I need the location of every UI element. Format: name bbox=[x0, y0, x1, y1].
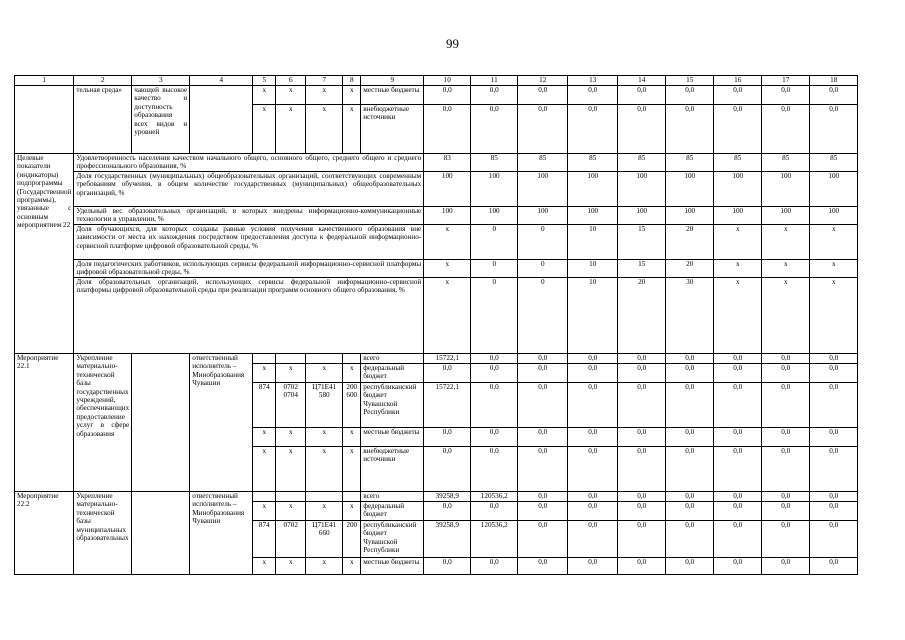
value-cell: 0,0 bbox=[810, 521, 858, 558]
value-cell: 0,0 bbox=[810, 383, 858, 428]
value-cell: 0,0 bbox=[518, 354, 568, 364]
table-cell: x bbox=[306, 428, 343, 447]
indicator-value: 85 bbox=[518, 154, 568, 172]
table-cell: 200 600 bbox=[343, 383, 361, 428]
indicator-value: 100 bbox=[618, 172, 666, 207]
indicator-row bbox=[15, 278, 858, 354]
value-cell: 0,0 bbox=[424, 447, 471, 492]
value-cell: 0,0 bbox=[810, 86, 858, 105]
value-cell: 0,0 bbox=[666, 354, 714, 364]
indicator-value: 0 bbox=[471, 260, 518, 278]
table-cell bbox=[306, 492, 343, 502]
indicator-value: x bbox=[810, 225, 858, 260]
value-cell: 0,0 bbox=[714, 428, 762, 447]
funding-source: федеральный бюджет bbox=[361, 502, 424, 521]
value-cell: 0,0 bbox=[762, 105, 810, 154]
column-number: 2 bbox=[74, 76, 132, 86]
column-number: 7 bbox=[306, 76, 343, 86]
indicator-value: 85 bbox=[666, 154, 714, 172]
value-cell: 0,0 bbox=[568, 492, 618, 502]
column-number: 14 bbox=[618, 76, 666, 86]
table-cell bbox=[276, 492, 306, 502]
indicator-value: x bbox=[762, 278, 810, 354]
column-number: 15 bbox=[666, 76, 714, 86]
value-cell: 0,0 bbox=[518, 447, 568, 492]
table-cell: x bbox=[276, 558, 306, 575]
value-cell: 0,0 bbox=[618, 105, 666, 154]
page-number: 99 bbox=[446, 36, 459, 51]
indicator-value: 100 bbox=[762, 172, 810, 207]
value-cell: 15722,1 bbox=[424, 354, 471, 364]
value-cell: 0,0 bbox=[568, 502, 618, 521]
value-cell: 0,0 bbox=[762, 558, 810, 575]
subprogram-name: тельная среда» bbox=[74, 86, 132, 154]
table-cell bbox=[253, 492, 276, 502]
indicator-row bbox=[15, 225, 858, 260]
measure-label: Мероприятие 22.1 bbox=[15, 354, 74, 492]
column-number: 6 bbox=[276, 76, 306, 86]
value-cell: 0,0 bbox=[471, 383, 518, 428]
value-cell: 0,0 bbox=[568, 558, 618, 575]
value-cell: 0,0 bbox=[424, 105, 471, 154]
value-cell: 0,0 bbox=[568, 364, 618, 383]
value-cell: 0,0 bbox=[714, 364, 762, 383]
value-cell: 0,0 bbox=[518, 105, 568, 154]
table-cell: x bbox=[253, 105, 276, 154]
table-cell: x bbox=[306, 86, 343, 105]
funding-source: всего bbox=[361, 354, 424, 364]
table-cell: x bbox=[253, 364, 276, 383]
value-cell: 0,0 bbox=[618, 86, 666, 105]
table-cell: 874 bbox=[253, 521, 276, 558]
column-number: 5 bbox=[253, 76, 276, 86]
table-cell: 0702 bbox=[276, 521, 306, 558]
value-cell: 0,0 bbox=[810, 558, 858, 575]
indicator-value: 100 bbox=[714, 172, 762, 207]
indicator-value: 85 bbox=[714, 154, 762, 172]
table-cell: x bbox=[276, 447, 306, 492]
column-number: 12 bbox=[518, 76, 568, 86]
table-cell: 200 bbox=[343, 521, 361, 558]
value-cell: 0,0 bbox=[810, 502, 858, 521]
value-cell: 0,0 bbox=[666, 86, 714, 105]
indicator-value: 100 bbox=[762, 207, 810, 225]
table-cell bbox=[190, 86, 253, 154]
value-cell: 0,0 bbox=[618, 354, 666, 364]
value-cell: 120536,2 bbox=[471, 521, 518, 558]
indicator-text: Доля образовательных организаций, использующих сервисы федеральной информационно-сервисной платформы цифровой образовательной среды при реализации программ основного общего образования, % bbox=[74, 278, 424, 354]
indicator-value: 20 bbox=[666, 260, 714, 278]
indicator-value: x bbox=[424, 278, 471, 354]
table-cell bbox=[343, 354, 361, 364]
table-cell bbox=[132, 492, 190, 575]
table-cell: x bbox=[343, 428, 361, 447]
value-cell: 0,0 bbox=[471, 502, 518, 521]
indicator-value: 100 bbox=[424, 172, 471, 207]
value-cell: 0,0 bbox=[762, 383, 810, 428]
value-cell: 0,0 bbox=[714, 521, 762, 558]
value-cell: 0,0 bbox=[714, 558, 762, 575]
table-row bbox=[15, 86, 858, 105]
funding-source: местные бюджеты bbox=[361, 86, 424, 105]
value-cell: 0,0 bbox=[714, 105, 762, 154]
value-cell: 0,0 bbox=[762, 502, 810, 521]
indicator-value: 100 bbox=[810, 172, 858, 207]
indicator-value: 85 bbox=[471, 154, 518, 172]
indicator-value: 20 bbox=[666, 225, 714, 260]
column-number: 1 bbox=[15, 76, 74, 86]
table-cell: x bbox=[306, 364, 343, 383]
value-cell: 0,0 bbox=[518, 558, 568, 575]
indicator-value: 10 bbox=[568, 278, 618, 354]
table-cell: 874 bbox=[253, 383, 276, 428]
program-table bbox=[14, 75, 858, 575]
table-cell: x bbox=[276, 502, 306, 521]
measure-name: Укрепление материально-технической базы муниципальных образовательных bbox=[74, 492, 132, 575]
indicator-value: 100 bbox=[518, 172, 568, 207]
measure-executor: ответственный исполнитель – Минобразования Чувашии bbox=[190, 354, 253, 492]
funding-source: федеральный бюджет bbox=[361, 364, 424, 383]
indicator-text: Доля государственных (муниципальных) общеобразовательных организаций, соответствующих современным требованиям обучения, в общем количестве государственных (муниципальных) общеобразовательных организаций, % bbox=[74, 172, 424, 207]
value-cell: 0,0 bbox=[714, 492, 762, 502]
value-cell: 0,0 bbox=[471, 428, 518, 447]
table-cell: x bbox=[253, 86, 276, 105]
indicator-value: 100 bbox=[471, 172, 518, 207]
indicator-value: 83 bbox=[424, 154, 471, 172]
value-cell: 0,0 bbox=[471, 86, 518, 105]
table-cell: x bbox=[276, 364, 306, 383]
value-cell: 0,0 bbox=[810, 105, 858, 154]
measure-label: Мероприятие 22.2 bbox=[15, 492, 74, 575]
indicator-value: 100 bbox=[714, 207, 762, 225]
funding-source: всего bbox=[361, 492, 424, 502]
table-cell: x bbox=[276, 428, 306, 447]
column-number: 18 bbox=[810, 76, 858, 86]
column-number: 10 bbox=[424, 76, 471, 86]
measure-executor: ответственный исполнитель – Минобразования Чувашии bbox=[190, 492, 253, 575]
value-cell: 0,0 bbox=[618, 492, 666, 502]
indicator-value: 0 bbox=[518, 278, 568, 354]
value-cell: 0,0 bbox=[518, 492, 568, 502]
value-cell: 0,0 bbox=[714, 354, 762, 364]
table-cell: 0702 0704 bbox=[276, 383, 306, 428]
value-cell: 0,0 bbox=[518, 383, 568, 428]
value-cell: 0,0 bbox=[666, 364, 714, 383]
indicator-value: x bbox=[714, 260, 762, 278]
indicator-value: 0 bbox=[518, 225, 568, 260]
indicator-value: 15 bbox=[618, 260, 666, 278]
value-cell: 0,0 bbox=[568, 86, 618, 105]
value-cell: 0,0 bbox=[618, 428, 666, 447]
value-cell: 0,0 bbox=[618, 383, 666, 428]
indicator-value: x bbox=[810, 278, 858, 354]
indicator-row bbox=[15, 260, 858, 278]
column-number: 3 bbox=[132, 76, 190, 86]
indicator-value: x bbox=[810, 260, 858, 278]
value-cell: 0,0 bbox=[568, 521, 618, 558]
table-cell: x bbox=[253, 447, 276, 492]
table-cell bbox=[306, 354, 343, 364]
funding-source: местные бюджеты bbox=[361, 558, 424, 575]
value-cell: 0,0 bbox=[810, 447, 858, 492]
indicator-value: 10 bbox=[568, 225, 618, 260]
column-number: 8 bbox=[343, 76, 361, 86]
value-cell: 0,0 bbox=[518, 521, 568, 558]
value-cell: 0,0 bbox=[568, 428, 618, 447]
value-cell: 0,0 bbox=[424, 558, 471, 575]
value-cell: 0,0 bbox=[568, 383, 618, 428]
funding-source: внебюджетные источники bbox=[361, 105, 424, 154]
value-cell: 0,0 bbox=[618, 447, 666, 492]
value-cell: 0,0 bbox=[666, 521, 714, 558]
indicator-value: x bbox=[714, 225, 762, 260]
value-cell: 0,0 bbox=[810, 428, 858, 447]
indicator-value: 0 bbox=[471, 278, 518, 354]
value-cell: 120536,2 bbox=[471, 492, 518, 502]
indicator-value: 100 bbox=[518, 207, 568, 225]
table-cell: x bbox=[343, 364, 361, 383]
value-cell: 0,0 bbox=[666, 428, 714, 447]
table-cell bbox=[132, 354, 190, 492]
indicator-value: 10 bbox=[568, 260, 618, 278]
table-cell: Ц71Е41 660 bbox=[306, 521, 343, 558]
value-cell: 0,0 bbox=[810, 492, 858, 502]
goal-text: чающей высокое качество и доступность образования всех видов и уровней bbox=[132, 86, 190, 154]
column-number: 11 bbox=[471, 76, 518, 86]
indicator-value: 100 bbox=[666, 172, 714, 207]
value-cell: 0,0 bbox=[666, 502, 714, 521]
indicator-value: 20 bbox=[618, 278, 666, 354]
table-cell: x bbox=[306, 502, 343, 521]
table-cell: x bbox=[253, 502, 276, 521]
indicator-value: x bbox=[714, 278, 762, 354]
value-cell: 0,0 bbox=[568, 447, 618, 492]
value-cell: 0,0 bbox=[618, 558, 666, 575]
table-cell: x bbox=[276, 86, 306, 105]
value-cell: 0,0 bbox=[762, 521, 810, 558]
indicator-value: 0 bbox=[518, 260, 568, 278]
indicator-value: x bbox=[424, 225, 471, 260]
indicator-row bbox=[15, 172, 858, 207]
value-cell: 0,0 bbox=[424, 86, 471, 105]
value-cell: 0,0 bbox=[666, 558, 714, 575]
indicator-row bbox=[15, 207, 858, 225]
indicator-text: Доля обучающихся, для которых созданы равные условия получения качественного образования вне зависимости от места их нахождения посредством предоставления доступа к федеральной информационно-сервисной платформе цифровой образовательной среды, % bbox=[74, 225, 424, 260]
value-cell: 0,0 bbox=[424, 428, 471, 447]
table-cell: x bbox=[306, 558, 343, 575]
value-cell: 0,0 bbox=[471, 354, 518, 364]
table-cell: x bbox=[276, 105, 306, 154]
value-cell: 0,0 bbox=[471, 105, 518, 154]
value-cell: 0,0 bbox=[714, 502, 762, 521]
table-cell: x bbox=[253, 558, 276, 575]
column-number: 17 bbox=[762, 76, 810, 86]
value-cell: 0,0 bbox=[518, 502, 568, 521]
value-cell: 0,0 bbox=[714, 383, 762, 428]
value-cell: 0,0 bbox=[618, 364, 666, 383]
indicator-text: Удельный вес образовательных организаций, в которых внедрены информационно-коммуникационные технологии в управлении, % bbox=[74, 207, 424, 225]
value-cell: 0,0 bbox=[714, 447, 762, 492]
table-cell bbox=[253, 354, 276, 364]
value-cell: 0,0 bbox=[762, 447, 810, 492]
indicator-value: 100 bbox=[568, 207, 618, 225]
value-cell: 0,0 bbox=[518, 86, 568, 105]
indicator-value: 85 bbox=[568, 154, 618, 172]
value-cell: 0,0 bbox=[714, 86, 762, 105]
value-cell: 0,0 bbox=[618, 502, 666, 521]
table-cell bbox=[276, 354, 306, 364]
value-cell: 39258,9 bbox=[424, 521, 471, 558]
header-row bbox=[15, 76, 858, 86]
value-cell: 0,0 bbox=[471, 364, 518, 383]
table-cell: Ц71Е41 580 bbox=[306, 383, 343, 428]
value-cell: 0,0 bbox=[424, 502, 471, 521]
table-cell bbox=[343, 492, 361, 502]
indicator-value: x bbox=[424, 260, 471, 278]
value-cell: 0,0 bbox=[666, 447, 714, 492]
value-cell: 15722,1 bbox=[424, 383, 471, 428]
value-cell: 0,0 bbox=[810, 354, 858, 364]
indicators-label: Целевые показатели (индикаторы) подпрограммы (Государственной программы), увязанные с основным мероприятием 22 bbox=[15, 154, 74, 354]
measure-row bbox=[15, 492, 858, 502]
indicator-value: 100 bbox=[471, 207, 518, 225]
value-cell: 0,0 bbox=[568, 354, 618, 364]
value-cell: 39258,9 bbox=[424, 492, 471, 502]
value-cell: 0,0 bbox=[471, 558, 518, 575]
value-cell: 0,0 bbox=[762, 364, 810, 383]
indicator-row bbox=[15, 154, 858, 172]
indicator-value: 0 bbox=[471, 225, 518, 260]
value-cell: 0,0 bbox=[666, 105, 714, 154]
indicator-value: 15 bbox=[618, 225, 666, 260]
table-cell bbox=[15, 86, 74, 154]
indicator-value: 100 bbox=[424, 207, 471, 225]
value-cell: 0,0 bbox=[518, 428, 568, 447]
value-cell: 0,0 bbox=[666, 492, 714, 502]
column-number: 4 bbox=[190, 76, 253, 86]
indicator-value: 100 bbox=[666, 207, 714, 225]
value-cell: 0,0 bbox=[666, 383, 714, 428]
table-cell: x bbox=[306, 447, 343, 492]
funding-source: республиканский бюджет Чувашской Республики bbox=[361, 521, 424, 558]
indicator-value: 100 bbox=[618, 207, 666, 225]
value-cell: 0,0 bbox=[471, 447, 518, 492]
column-number: 13 bbox=[568, 76, 618, 86]
indicator-value: 100 bbox=[568, 172, 618, 207]
indicator-value: 100 bbox=[810, 207, 858, 225]
value-cell: 0,0 bbox=[810, 364, 858, 383]
value-cell: 0,0 bbox=[618, 521, 666, 558]
column-number: 16 bbox=[714, 76, 762, 86]
funding-source: внебюджетные источники bbox=[361, 447, 424, 492]
table-cell: x bbox=[306, 105, 343, 154]
indicator-text: Удовлетворенность населения качеством начального общего, основного общего, среднего общего и среднего профессионального образования, % bbox=[74, 154, 424, 172]
measure-name: Укрепление материально-технической базы государственных учреждений, обеспечивающих предоставление услуг в сфере образования bbox=[74, 354, 132, 492]
table-cell: x bbox=[343, 558, 361, 575]
indicator-value: 85 bbox=[762, 154, 810, 172]
indicator-value: x bbox=[762, 225, 810, 260]
value-cell: 0,0 bbox=[762, 354, 810, 364]
table-cell: x bbox=[253, 428, 276, 447]
value-cell: 0,0 bbox=[518, 364, 568, 383]
indicator-value: 85 bbox=[618, 154, 666, 172]
table-cell: x bbox=[343, 502, 361, 521]
indicator-value: 85 bbox=[810, 154, 858, 172]
value-cell: 0,0 bbox=[424, 364, 471, 383]
value-cell: 0,0 bbox=[762, 428, 810, 447]
funding-source: республиканский бюджет Чувашской Республики bbox=[361, 383, 424, 428]
funding-source: местные бюджеты bbox=[361, 428, 424, 447]
indicator-value: x bbox=[762, 260, 810, 278]
table-cell: x bbox=[343, 105, 361, 154]
value-cell: 0,0 bbox=[568, 105, 618, 154]
indicator-text: Доля педагогических работников, использующих сервисы федеральной информационно-сервисной платформы цифровой образовательной среды, % bbox=[74, 260, 424, 278]
indicator-value: 30 bbox=[666, 278, 714, 354]
table-cell: x bbox=[343, 447, 361, 492]
value-cell: 0,0 bbox=[762, 492, 810, 502]
table-cell: x bbox=[343, 86, 361, 105]
measure-row bbox=[15, 354, 858, 364]
value-cell: 0,0 bbox=[762, 86, 810, 105]
column-number: 9 bbox=[361, 76, 424, 86]
